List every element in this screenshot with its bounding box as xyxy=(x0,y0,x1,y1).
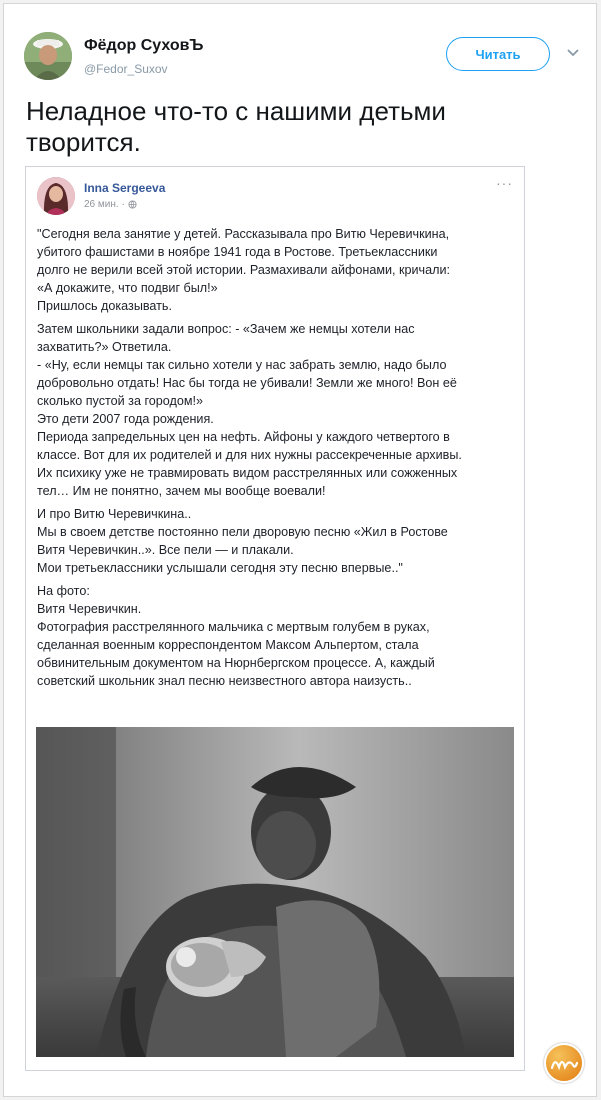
post-line: убитого фашистами в ноябре 1941 года в Ростове. Третьеклассники xyxy=(37,245,438,259)
post-author-name[interactable]: Inna Sergeeva xyxy=(84,181,166,195)
post-line: классе. Вот для их родителей и для них нужны рассекреченные архивы. xyxy=(37,448,462,462)
post-time[interactable]: 26 мин. xyxy=(84,199,119,210)
watermark-logo xyxy=(544,1043,584,1083)
post-line: советский школьник знал песню неизвестного автора наизусть.. xyxy=(37,674,412,688)
post-paragraph xyxy=(37,582,519,690)
post-line: Пришлось доказывать. xyxy=(37,299,172,313)
post-options-menu[interactable]: ··· xyxy=(496,175,513,191)
post-line: захватить?» Ответила. xyxy=(37,340,172,354)
tweet-text: Неладное что-то с нашими детьми творится. xyxy=(26,96,446,157)
embedded-post xyxy=(25,166,525,1071)
post-line: долго не верили всей этой истории. Размахивали айфонами, кричали: xyxy=(37,263,451,277)
post-line: обвинительным документом на Нюрнбергском процессе. А, каждый xyxy=(37,656,435,670)
post-line: «А докажите, что подвиг был!» xyxy=(37,281,218,295)
post-line: Затем школьники задали вопрос: - «Зачем же немцы хотели нас xyxy=(37,322,415,336)
chevron-down-icon[interactable] xyxy=(566,46,580,60)
post-line: - «Ну, если немцы так сильно хотели у нас забрать землю, надо было xyxy=(37,358,447,372)
tweet-author-avatar[interactable] xyxy=(24,32,72,80)
post-paragraph xyxy=(37,505,519,577)
post-body xyxy=(37,225,519,695)
post-line: Мои третьеклассники услышали сегодня эту песню впервые.." xyxy=(37,561,403,575)
post-line: Это дети 2007 года рождения. xyxy=(37,412,214,426)
post-author-avatar[interactable] xyxy=(37,177,75,215)
post-photo[interactable] xyxy=(36,727,514,1057)
post-line: На фото: xyxy=(37,584,90,598)
post-line: Витя Черевичкин..». Все пели — и плакали. xyxy=(37,543,294,557)
post-line: Витя Черевичкин. xyxy=(37,602,142,616)
post-line: "Сегодня вела занятие у детей. Рассказывала про Витю Черевичкина, xyxy=(37,227,450,241)
tweet-card xyxy=(3,3,597,1097)
post-line: сделанная военным корреспондентом Максом Альпертом, стала xyxy=(37,638,419,652)
post-line: Периода запредельных цен на нефть. Айфоны у каждого четвертого в xyxy=(37,430,450,444)
post-line: добровольно отдать! Нас бы тогда не убивали! Земли же много! Вон её xyxy=(37,376,457,390)
post-line: Фотография расстрелянного мальчика с мертвым голубем в руках, xyxy=(37,620,430,634)
post-line: Их психику уже не травмировать видом расстрелянных или сожженных xyxy=(37,466,458,480)
post-paragraph xyxy=(37,320,519,500)
post-paragraph xyxy=(37,225,519,315)
post-line: тел… Им не понятно, зачем мы вообще воевали! xyxy=(37,484,326,498)
post-meta xyxy=(84,199,137,210)
post-line: сколько пустой за городом!» xyxy=(37,394,204,408)
meta-separator: · xyxy=(121,199,126,210)
tweet-author-handle[interactable]: @Fedor_Suxov xyxy=(84,62,168,76)
post-line: И про Витю Черевичкина.. xyxy=(37,507,192,521)
tweet-author-name[interactable]: Фёдор СуховЪ xyxy=(84,37,204,54)
follow-button[interactable]: Читать xyxy=(446,37,550,71)
globe-icon xyxy=(128,200,137,209)
post-line: Мы в своем детстве постоянно пели дворовую песню «Жил в Ростове xyxy=(37,525,448,539)
